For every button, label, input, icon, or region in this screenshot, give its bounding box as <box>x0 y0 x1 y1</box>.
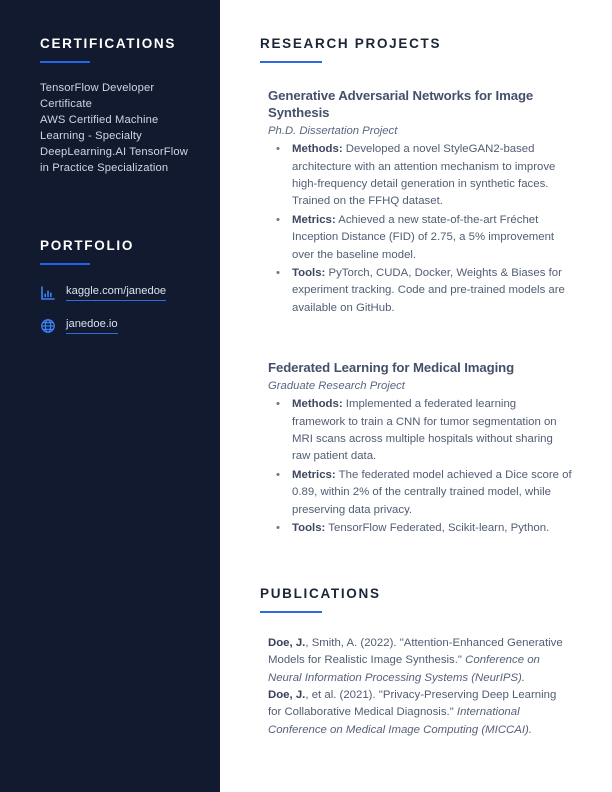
project-bullet-list <box>268 396 572 537</box>
portfolio-link-label[interactable]: kaggle.com/janedoe <box>66 284 166 301</box>
project-bullet-text: Achieved a new state-of-the-art Fréchet Inception Distance (FID) of 2.75, a 5% improvement over the baseline model. <box>292 213 555 261</box>
publications-list <box>260 635 572 739</box>
publications-heading: PUBLICATIONS <box>260 585 381 601</box>
section-publications <box>260 586 572 740</box>
sidebar-section-certifications <box>0 36 220 176</box>
project-bullet-label: Tools: <box>292 522 326 535</box>
section-research-projects <box>260 36 572 538</box>
portfolio-links <box>40 284 196 334</box>
project-bullet <box>268 520 572 537</box>
certifications-accent-rule <box>40 61 90 63</box>
project-bullet-text: The federated model achieved a Dice score of 0.89, within 2% of the centrally trained model, while preserving data privacy. <box>292 468 572 516</box>
portfolio-link-row[interactable] <box>40 284 196 301</box>
project-bullet-label: Metrics: <box>292 213 336 226</box>
project-bullet-label: Methods: <box>292 398 343 411</box>
project-bullet <box>268 396 572 466</box>
bar-chart-icon <box>40 285 56 301</box>
certifications-list <box>40 80 196 176</box>
project-bullet-list <box>268 141 572 317</box>
portfolio-accent-rule <box>40 263 90 265</box>
portfolio-link-label[interactable]: janedoe.io <box>66 317 118 334</box>
project-subtitle: Ph.D. Dissertation Project <box>268 125 398 138</box>
project-bullet <box>268 212 572 264</box>
projects-list <box>260 87 572 537</box>
project-bullet-label: Tools: <box>292 267 326 280</box>
certifications-heading: CERTIFICATIONS <box>40 36 177 51</box>
project-bullet-text: Implemented a federated learning framework to train a CNN for tumor segmentation on MRI scans across multiple hospitals without sharing raw patient data. <box>292 398 557 463</box>
project-bullet-text: TensorFlow Federated, Scikit-learn, Python. <box>325 522 550 535</box>
project-bullet-label: Metrics: <box>292 468 336 481</box>
publication-entry <box>268 687 572 739</box>
project-bullet-text: Developed a novel StyleGAN2-based architecture with an attention mechanism to improve high-frequency detail generation in synthetic faces. Trained on the FFHQ dataset. <box>292 143 556 208</box>
sidebar-section-portfolio <box>0 238 220 334</box>
project-bullet-label: Methods: <box>292 143 343 156</box>
portfolio-link-row[interactable] <box>40 317 196 334</box>
certification-item: TensorFlow Developer Certificate <box>40 82 155 111</box>
project-subtitle: Graduate Research Project <box>268 380 405 393</box>
project-bullet-text: PyTorch, CUDA, Docker, Weights & Biases for experiment tracking. Code and pre-trained models are available on GitHub. <box>292 267 565 314</box>
publication-citation: , et al. (2021). "Privacy-Preserving Deep Learning for Collaborative Medical Diagnosis." <box>268 688 557 719</box>
project-entry <box>260 359 572 537</box>
publication-authors: Doe, J. <box>268 688 306 701</box>
research-projects-accent-rule <box>260 61 322 63</box>
project-bullet <box>268 467 572 519</box>
publication-citation: , Smith, A. (2022). "Attention-Enhanced Generative Models for Realistic Image Synthesis." <box>268 636 563 667</box>
publication-venue: International Conference on Medical Image Computing (MICCAI). <box>268 706 532 736</box>
project-title: Federated Learning for Medical Imaging <box>268 360 515 376</box>
publication-venue: Conference on Neural Information Processing Systems (NeurIPS). <box>268 654 540 684</box>
certification-item: DeepLearning.AI TensorFlow in Practice Specialization <box>40 146 188 175</box>
project-entry <box>260 87 572 317</box>
research-projects-heading: RESEARCH PROJECTS <box>260 36 442 51</box>
publication-authors: Doe, J. <box>268 636 306 649</box>
publication-entry <box>268 635 572 687</box>
portfolio-heading: PORTFOLIO <box>40 238 135 254</box>
certification-item: AWS Certified Machine Learning - Specialty <box>40 114 159 143</box>
main-column <box>220 0 612 792</box>
globe-icon <box>40 318 56 334</box>
sidebar <box>0 0 220 792</box>
project-bullet <box>268 141 572 211</box>
project-title: Generative Adversarial Networks for Image Synthesis <box>268 88 534 121</box>
project-bullet <box>268 265 572 317</box>
publications-accent-rule <box>260 611 322 613</box>
